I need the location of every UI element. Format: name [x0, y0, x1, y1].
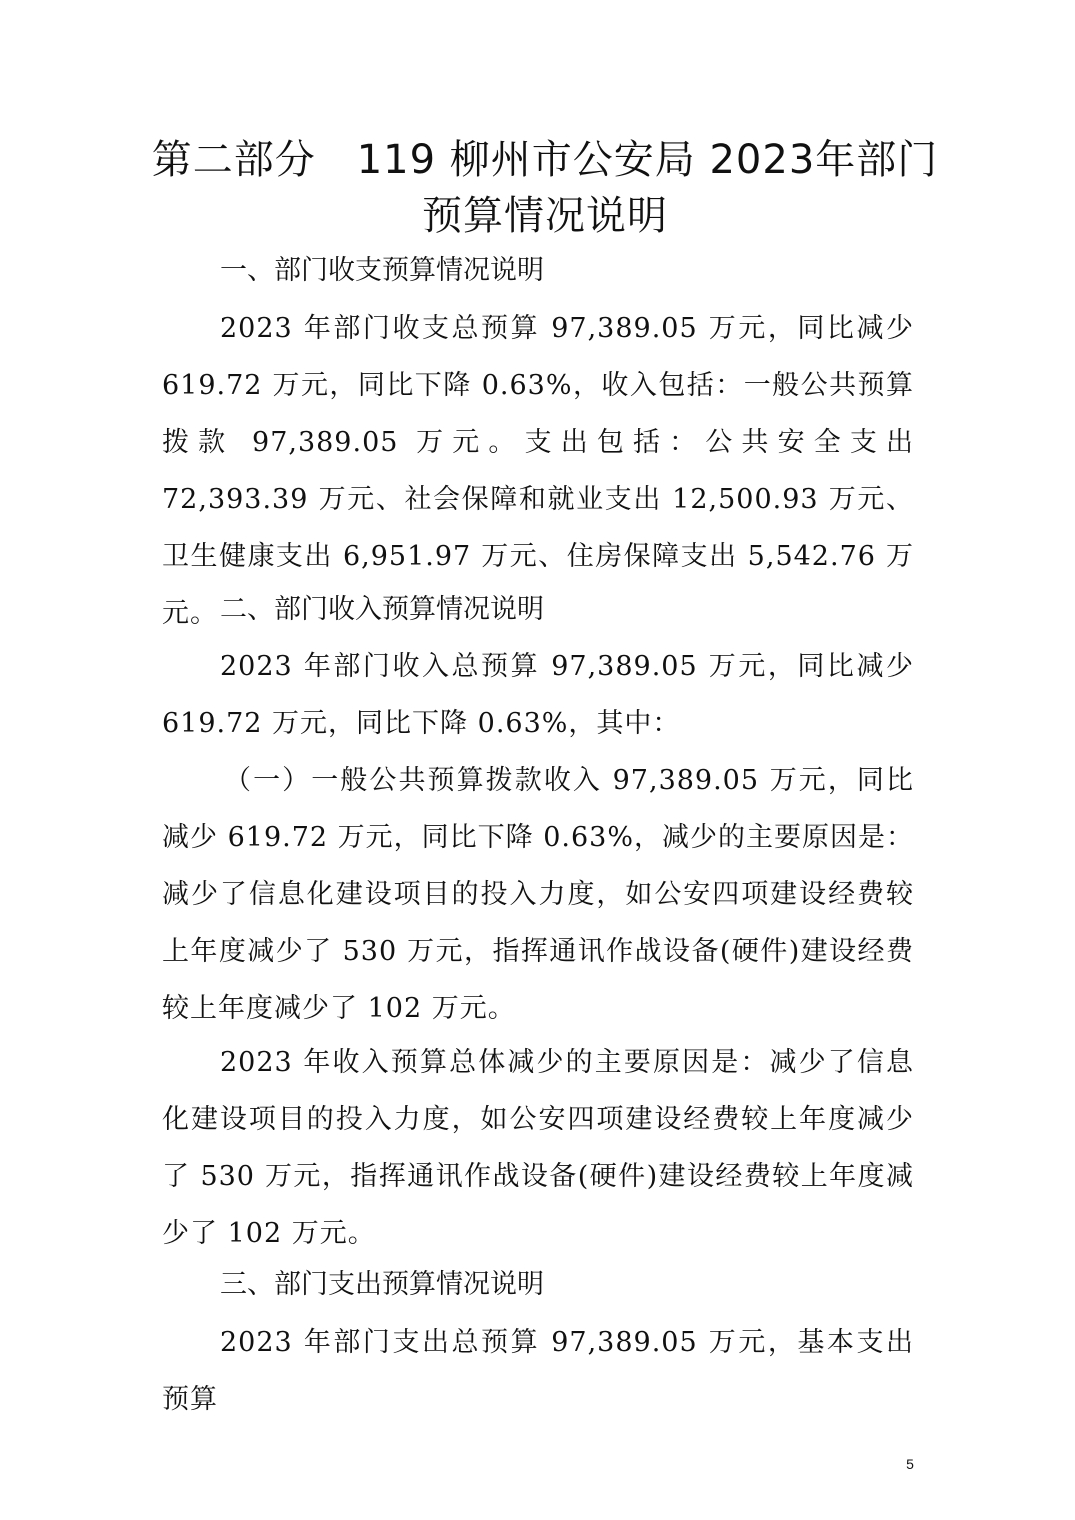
- document-title-line-1: 第二部分 119 柳州市公安局 2023年部门: [151, 137, 939, 183]
- section-3-paragraph-1: 2023 年部门支出总预算 97,389.05 万元，基本支出预算: [162, 1327, 914, 1415]
- section-1-paragraph-1: 2023 年部门收支总预算 97,389.05 万元，同比减少 619.72 万元，同比下降 0.63%，收入包括：一般公共预算拨款 97,389.05 万元。支出包括：公共安全支出 72,393.39 万元、社会保障和就业支出 12,500.93 万元、卫生健康支出 6,951.97 万元、住房保障支出 5,542.76 万元。: [162, 313, 914, 629]
- section-2-paragraph-3: 2023 年收入预算总体减少的主要原因是：减少了信息化建设项目的投入力度，如公安四项建设经费较上年度减少了 530 万元，指挥通讯作战设备(硬件)建设经费较上年度减少了 102 万元。: [162, 1047, 914, 1249]
- page-number: 5: [906, 1456, 914, 1472]
- section-2-heading: 二、部门收入预算情况说明: [220, 594, 544, 625]
- section-2-paragraph-2: （一）一般公共预算拨款收入 97,389.05 万元，同比减少 619.72 万元，同比下降 0.63%，减少的主要原因是：减少了信息化建设项目的投入力度，如公安四项建设经费较上年度减少了 530 万元，指挥通讯作战设备(硬件)建设经费较上年度减少了 102 万元。: [162, 765, 914, 1024]
- section-2-paragraph-1: 2023 年部门收入总预算 97,389.05 万元，同比减少 619.72 万元，同比下降 0.63%，其中：: [162, 651, 914, 739]
- section-1-heading: 一、部门收支预算情况说明: [220, 255, 544, 286]
- document-title-line-2: 预算情况说明: [422, 193, 668, 239]
- section-3-heading: 三、部门支出预算情况说明: [220, 1269, 544, 1300]
